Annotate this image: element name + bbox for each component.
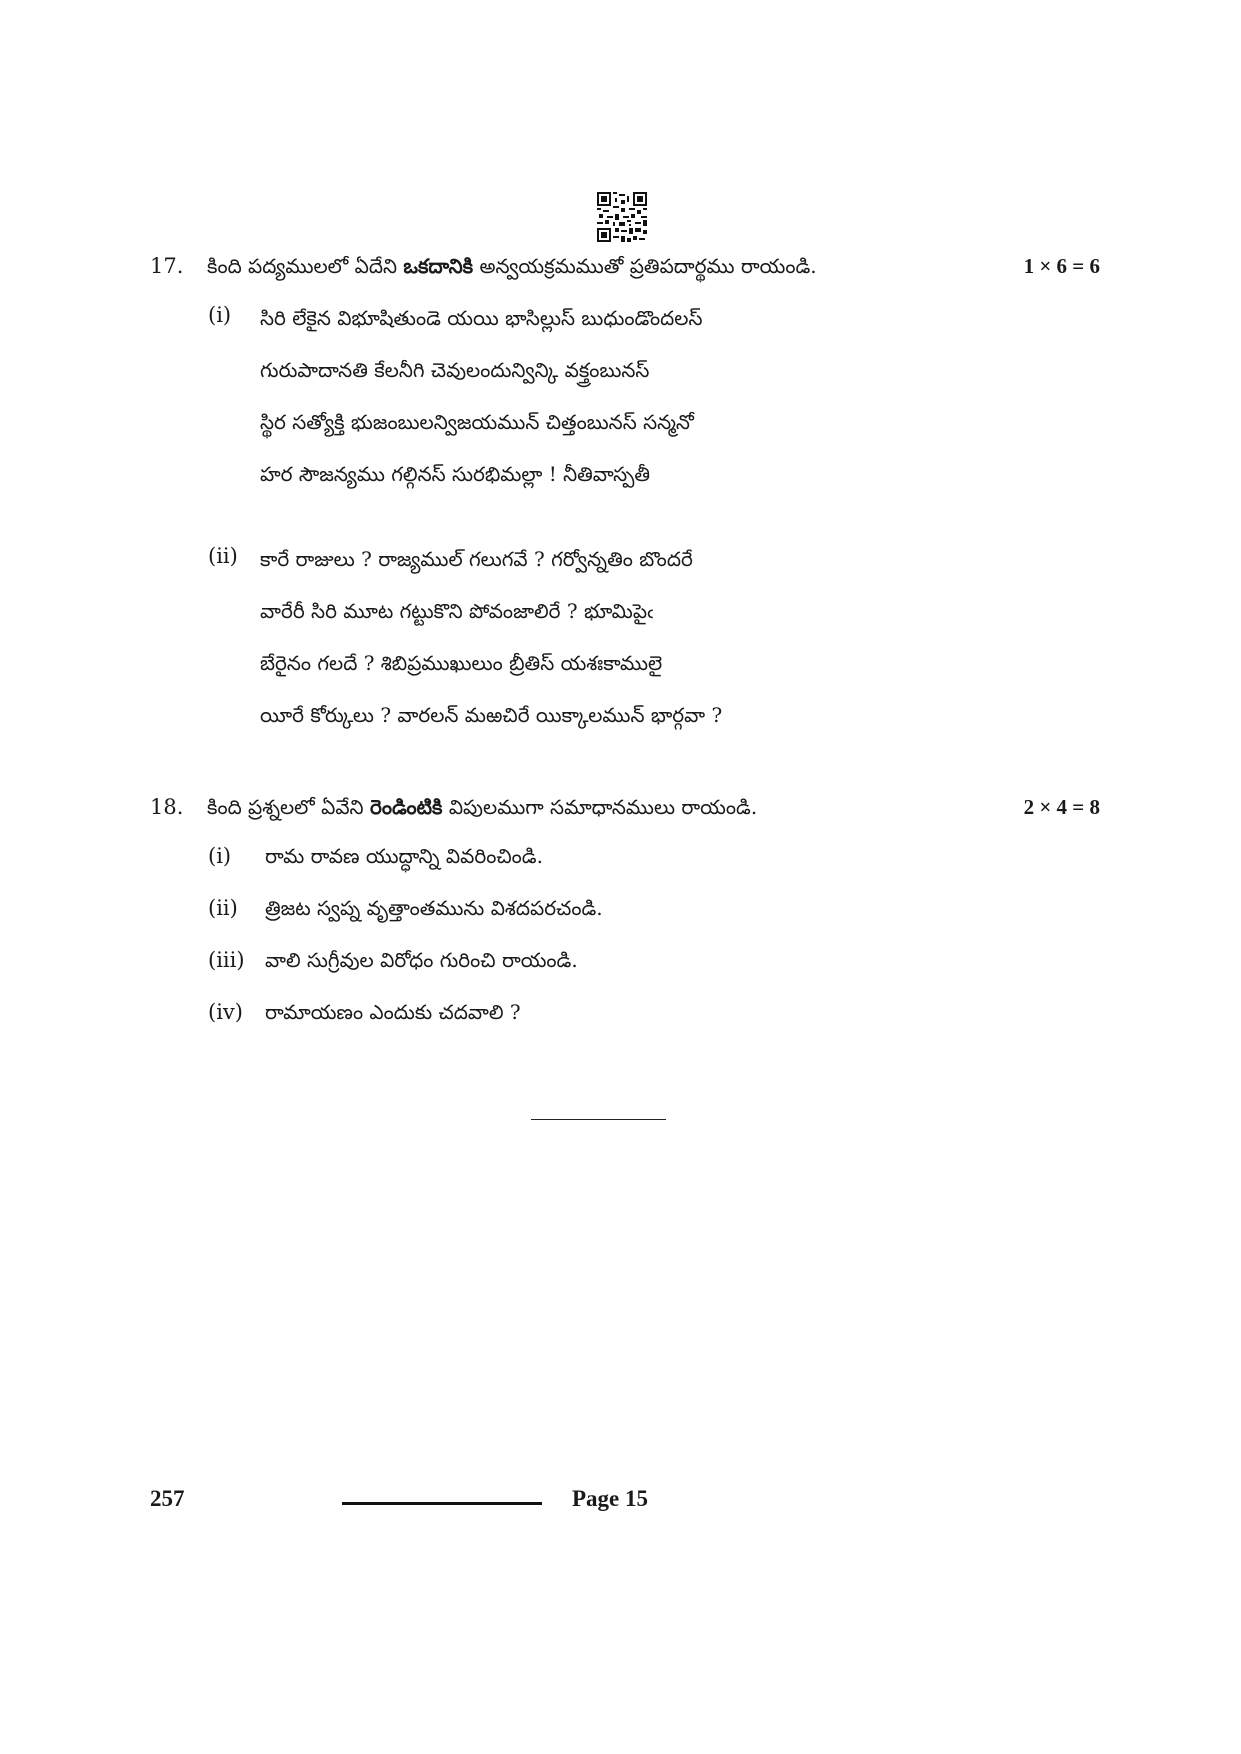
footer-divider — [342, 1502, 542, 1505]
option-label: (i) — [208, 303, 232, 327]
sub-question-text: వాలి సుగ్రీవుల విరోధం గురించి రాయండి. — [265, 948, 578, 972]
verse-line: యీరే కోర్కులు ? వారలన్ మఱచిరే యిక్కాలమున్ భార్గవా ? — [260, 703, 723, 727]
sub-question — [150, 896, 1100, 948]
verse-line: సిరి లేకైన విభూషితుండె యయి భాసిల్లుస్ బుధుండొందలస్ — [260, 306, 703, 330]
paper-code: 257 — [150, 1486, 185, 1511]
verse-option — [150, 544, 1100, 752]
question-marks: 2 × 4 = 8 — [1023, 795, 1100, 819]
sub-question-text: త్రిజట స్వప్న వృత్తాంతమును విశదపరచండి. — [265, 896, 603, 920]
question-number: 18. — [150, 795, 184, 819]
option-label: (i) — [208, 844, 232, 868]
sub-question — [150, 1000, 1100, 1052]
sub-question-text: రామ రావణ యుద్ధాన్ని వివరించిండి. — [265, 844, 543, 868]
option-label: (iii) — [208, 948, 245, 972]
question-17 — [150, 254, 1100, 752]
qr-code-icon — [597, 192, 647, 242]
question-text: కింది పద్యములలో ఏదేని ఒకదానికి అన్వయక్రమముతో ప్రతిపదార్థము రాయండి. — [207, 254, 817, 278]
verse-option — [150, 303, 1100, 511]
question-number: 17. — [150, 254, 184, 278]
end-of-paper-divider — [531, 1119, 666, 1120]
question-text: కింది ప్రశ్నలలో ఏవేని రెండింటికి విపులముగా సమాధానములు రాయండి. — [207, 795, 758, 819]
sub-question-text: రామాయణం ఎందుకు చదవాలి ? — [265, 1000, 521, 1024]
sub-question — [150, 948, 1100, 1000]
sub-question — [150, 844, 1100, 896]
verse-line: కారే రాజులు ? రాజ్యముల్ గలుగవే ? గర్వోన్నతిం బొందరే — [260, 547, 693, 571]
verse-line: వారేరీ సిరి మూట గట్టుకొని పోవంజాలిరే ? భూమిపైఁ — [260, 599, 654, 623]
option-label: (ii) — [208, 544, 238, 568]
verse-line: గురుపాదానతి కేలనీగి చెవులందున్విన్కి వక్త్రంబునస్ — [260, 358, 650, 382]
verse-line: బేరైనం గలదే ? శిబిప్రముఖులుం బ్రీతిస్ యశఃకాములై — [260, 651, 663, 675]
option-label: (iv) — [208, 1000, 243, 1024]
question-marks: 1 × 6 = 6 — [1023, 254, 1100, 278]
verse-line: హర సౌజన్యము గల్గినస్ సురభిమల్లా ! నీతివాస్పతీ — [260, 462, 651, 486]
verse-line: స్థిర సత్యోక్తి భుజంబులన్విజయమున్ చిత్తంబునస్ సన్మనో — [260, 410, 694, 434]
question-18 — [150, 795, 1100, 1052]
page-number: Page 15 — [572, 1486, 649, 1511]
option-label: (ii) — [208, 896, 238, 920]
